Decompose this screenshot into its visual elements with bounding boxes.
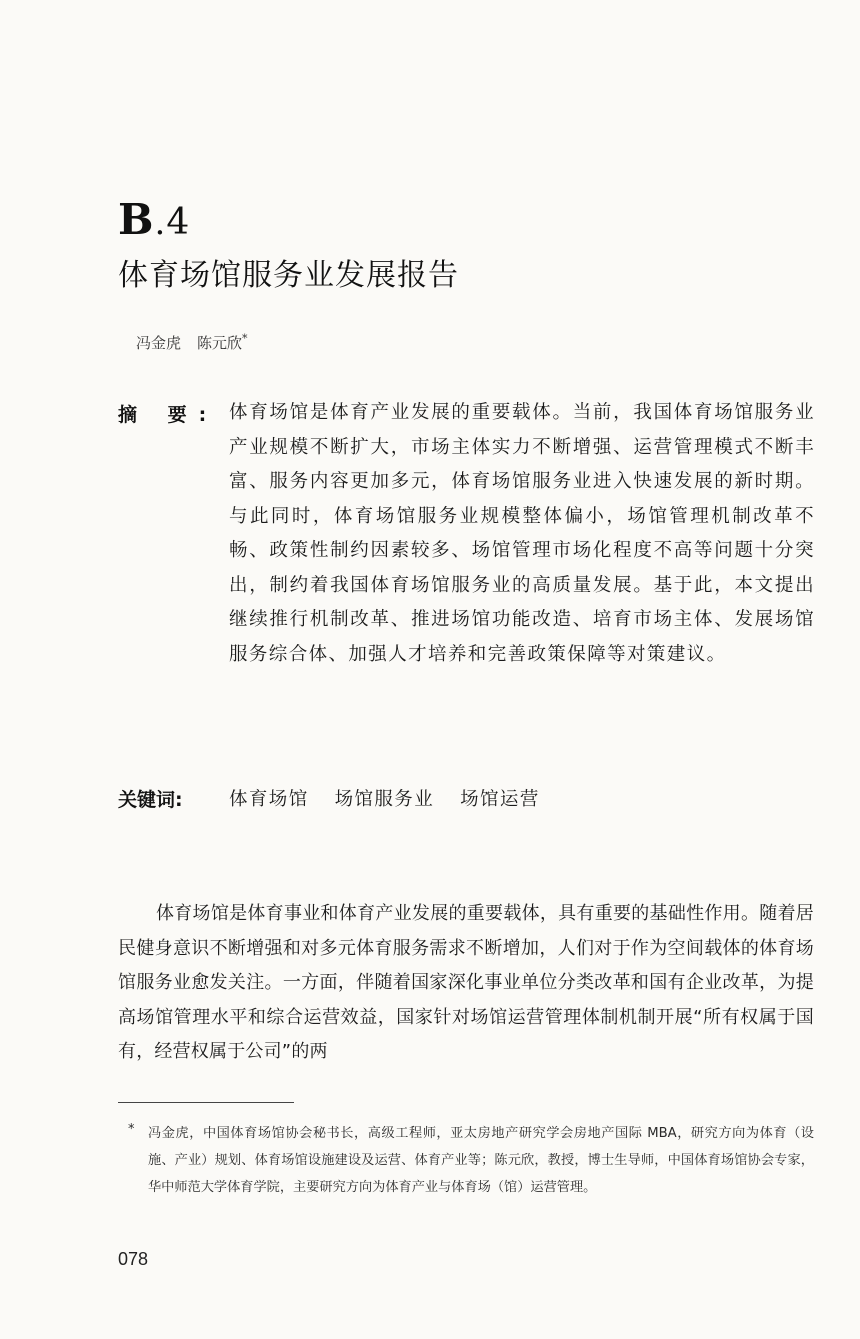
keyword-item: 体育场馆 <box>229 789 309 810</box>
chapter-number <box>118 196 190 247</box>
body-paragraph: 体育场馆是体育事业和体育产业发展的重要载体，具有重要的基础性作用。随着居民健身意识不断增强和对多元体育服务需求不断增加，人们对于作为空间载体的体育场馆服务业愈发关注。一方面，伴随着国家深化事业单位分类改革和国有企业改革，为提高场馆管理水平和综合运营效益，国家针对场馆运营管理体制机制开展“所有权属于国有，经营权属于公司”的两 <box>118 903 814 1063</box>
author-second: 陈元欣 <box>197 334 243 352</box>
keywords-label: 关键词: <box>118 789 183 811</box>
keyword-item: 场馆运营 <box>460 789 540 810</box>
footnote-text: 冯金虎，中国体育场馆协会秘书长，高级工程师，亚太房地产研究学会房地产国际 MBA，研究方向为体育（设施、产业）规划、体育场馆设施建设及运营、体育产业等；陈元欣，教授，博士生导师，中国体育场馆协会专家，华中师范大学体育学院，主要研究方向为体育产业与体育场（馆）运营管理。 <box>148 1126 814 1195</box>
abstract-text: 体育场馆是体育产业发展的重要载体。当前，我国体育场馆服务业产业规模不断扩大，市场主体实力不断增强、运营管理模式不断丰富、服务内容更加多元，体育场馆服务业进入快速发展的新时期。与此同时，体育场馆服务业规模整体偏小，场馆管理机制改革不畅、政策性制约因素较多、场馆管理市场化程度不高等问题十分突出，制约着我国体育场馆服务业的高质量发展。基于此，本文提出继续推行机制改革、推进场馆功能改造、培育市场主体、发展场馆服务综合体、加强人才培养和完善政策保障等对策建议。 <box>229 402 815 665</box>
chapter-dot: . <box>154 203 167 243</box>
author-first: 冯金虎 <box>136 334 182 352</box>
page-number: 078 <box>118 1249 149 1269</box>
abstract-label: 摘 要: <box>118 404 219 426</box>
keyword-item: 场馆服务业 <box>334 789 435 810</box>
footnote-mark: * <box>128 1122 135 1137</box>
author-footnote-mark: * <box>242 332 248 345</box>
chapter-digit: 4 <box>166 202 191 243</box>
footnote-divider <box>118 1102 294 1103</box>
chapter-letter: B <box>118 195 155 244</box>
author-line <box>136 327 248 355</box>
keywords-list <box>229 785 566 815</box>
report-title: 体育场馆服务业发展报告 <box>118 258 459 293</box>
